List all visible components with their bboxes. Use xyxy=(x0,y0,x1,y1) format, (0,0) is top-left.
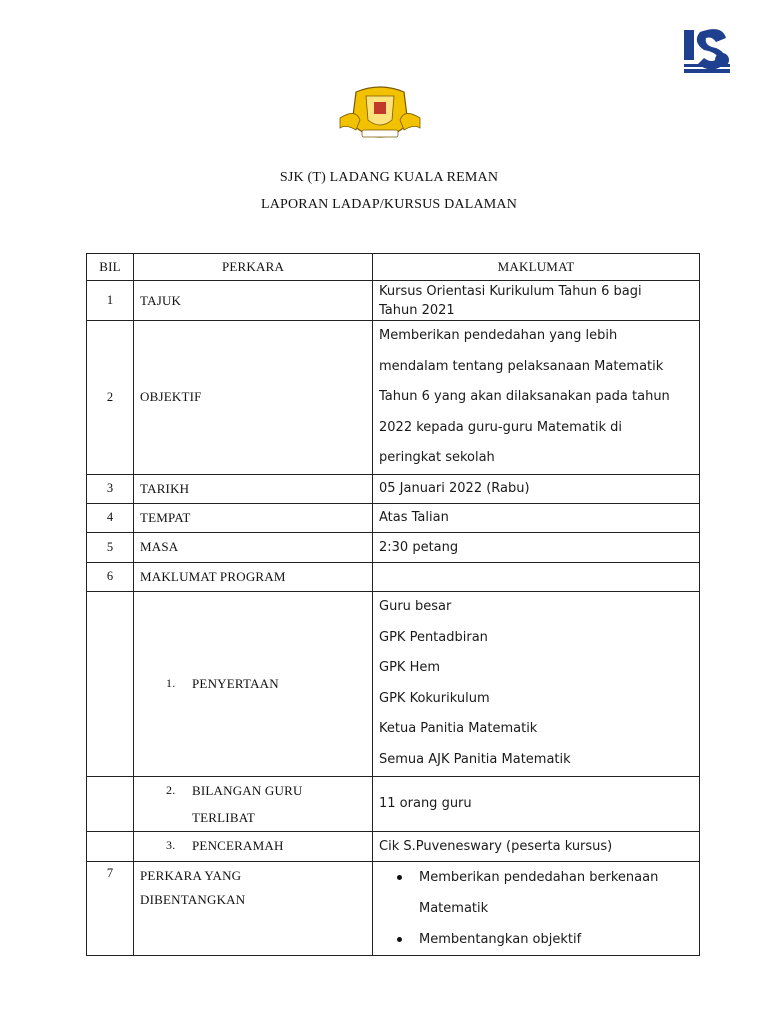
row-number: 2 xyxy=(87,321,134,475)
table-row xyxy=(87,562,700,591)
column-header-bil: BIL xyxy=(87,254,134,281)
row-number: 7 xyxy=(87,861,134,955)
report-title: LAPORAN LADAP/KURSUS DALAMAN xyxy=(260,197,518,212)
report-table xyxy=(86,253,700,956)
table-row xyxy=(87,831,700,861)
table-row xyxy=(87,503,700,532)
school-name: SJK (T) LADANG KUALA REMAN xyxy=(279,170,499,185)
row-item xyxy=(134,776,373,831)
row-item: MASA xyxy=(134,532,373,562)
row-info: 05 Januari 2022 (Rabu) xyxy=(373,474,700,503)
table-row xyxy=(87,861,700,955)
corner-institution-logo xyxy=(682,24,732,74)
sub-item-number: 1. xyxy=(166,675,176,690)
row-info: 2:30 petang xyxy=(373,532,700,562)
row-info xyxy=(373,562,700,591)
row-info: Cik S.Puveneswary (peserta kursus) xyxy=(373,831,700,861)
row-number-empty xyxy=(87,831,134,861)
row-number: 3 xyxy=(87,474,134,503)
sub-item-label: BILANGAN GURU xyxy=(192,782,303,798)
row-number: 4 xyxy=(87,503,134,532)
row-info: Guru besar GPK Pentadbiran GPK Hem GPK Kokurikulum Ketua Panitia Matematik Semua AJK Panitia Matematik xyxy=(373,591,700,776)
row-item: TAJUK xyxy=(134,281,373,321)
table-row xyxy=(87,591,700,776)
table-row xyxy=(87,776,700,831)
row-item: MAKLUMAT PROGRAM xyxy=(134,562,373,591)
row-item: TEMPAT xyxy=(134,503,373,532)
bullet-item: Memberikan pendedahan berkenaan xyxy=(397,862,699,893)
sub-item-label-cont: TERLIBAT xyxy=(192,809,255,825)
sub-item-label: PENYERTAAN xyxy=(192,675,279,691)
row-number: 5 xyxy=(87,532,134,562)
sub-item-number: 3. xyxy=(166,838,176,853)
row-item: TARIKH xyxy=(134,474,373,503)
table-row xyxy=(87,321,700,475)
row-info: Atas Talian xyxy=(373,503,700,532)
column-header-perkara: PERKARA xyxy=(134,254,373,281)
row-number-empty xyxy=(87,776,134,831)
row-number: 1 xyxy=(87,281,134,321)
row-info: Kursus Orientasi Kurikulum Tahun 6 bagi Tahun 2021 xyxy=(373,281,700,321)
row-item xyxy=(134,591,373,776)
table-row xyxy=(87,532,700,562)
bullet-item-cont: Matematik xyxy=(419,900,489,916)
row-info xyxy=(373,861,700,955)
row-item: PERKARA YANG DIBENTANGKAN xyxy=(134,861,373,955)
school-crest-logo xyxy=(336,84,424,150)
sub-item-number: 2. xyxy=(166,782,176,797)
bullet-item: Membentangkan objektif xyxy=(397,924,699,955)
table-header-row xyxy=(87,254,700,281)
bullet-list xyxy=(373,862,699,955)
row-number-empty xyxy=(87,591,134,776)
row-item xyxy=(134,831,373,861)
row-info: Memberikan pendedahan yang lebih mendalam tentang pelaksanaan Matematik Tahun 6 yang akan dilaksanakan pada tahun 2022 kepada guru-guru Matematik di peringkat sekolah xyxy=(373,321,700,475)
table-row xyxy=(87,474,700,503)
sub-item-label: PENCERAMAH xyxy=(192,838,284,854)
row-item: OBJEKTIF xyxy=(134,321,373,475)
column-header-maklumat: MAKLUMAT xyxy=(373,254,700,281)
row-info: 11 orang guru xyxy=(373,776,700,831)
row-number: 6 xyxy=(87,562,134,591)
table-row xyxy=(87,281,700,321)
